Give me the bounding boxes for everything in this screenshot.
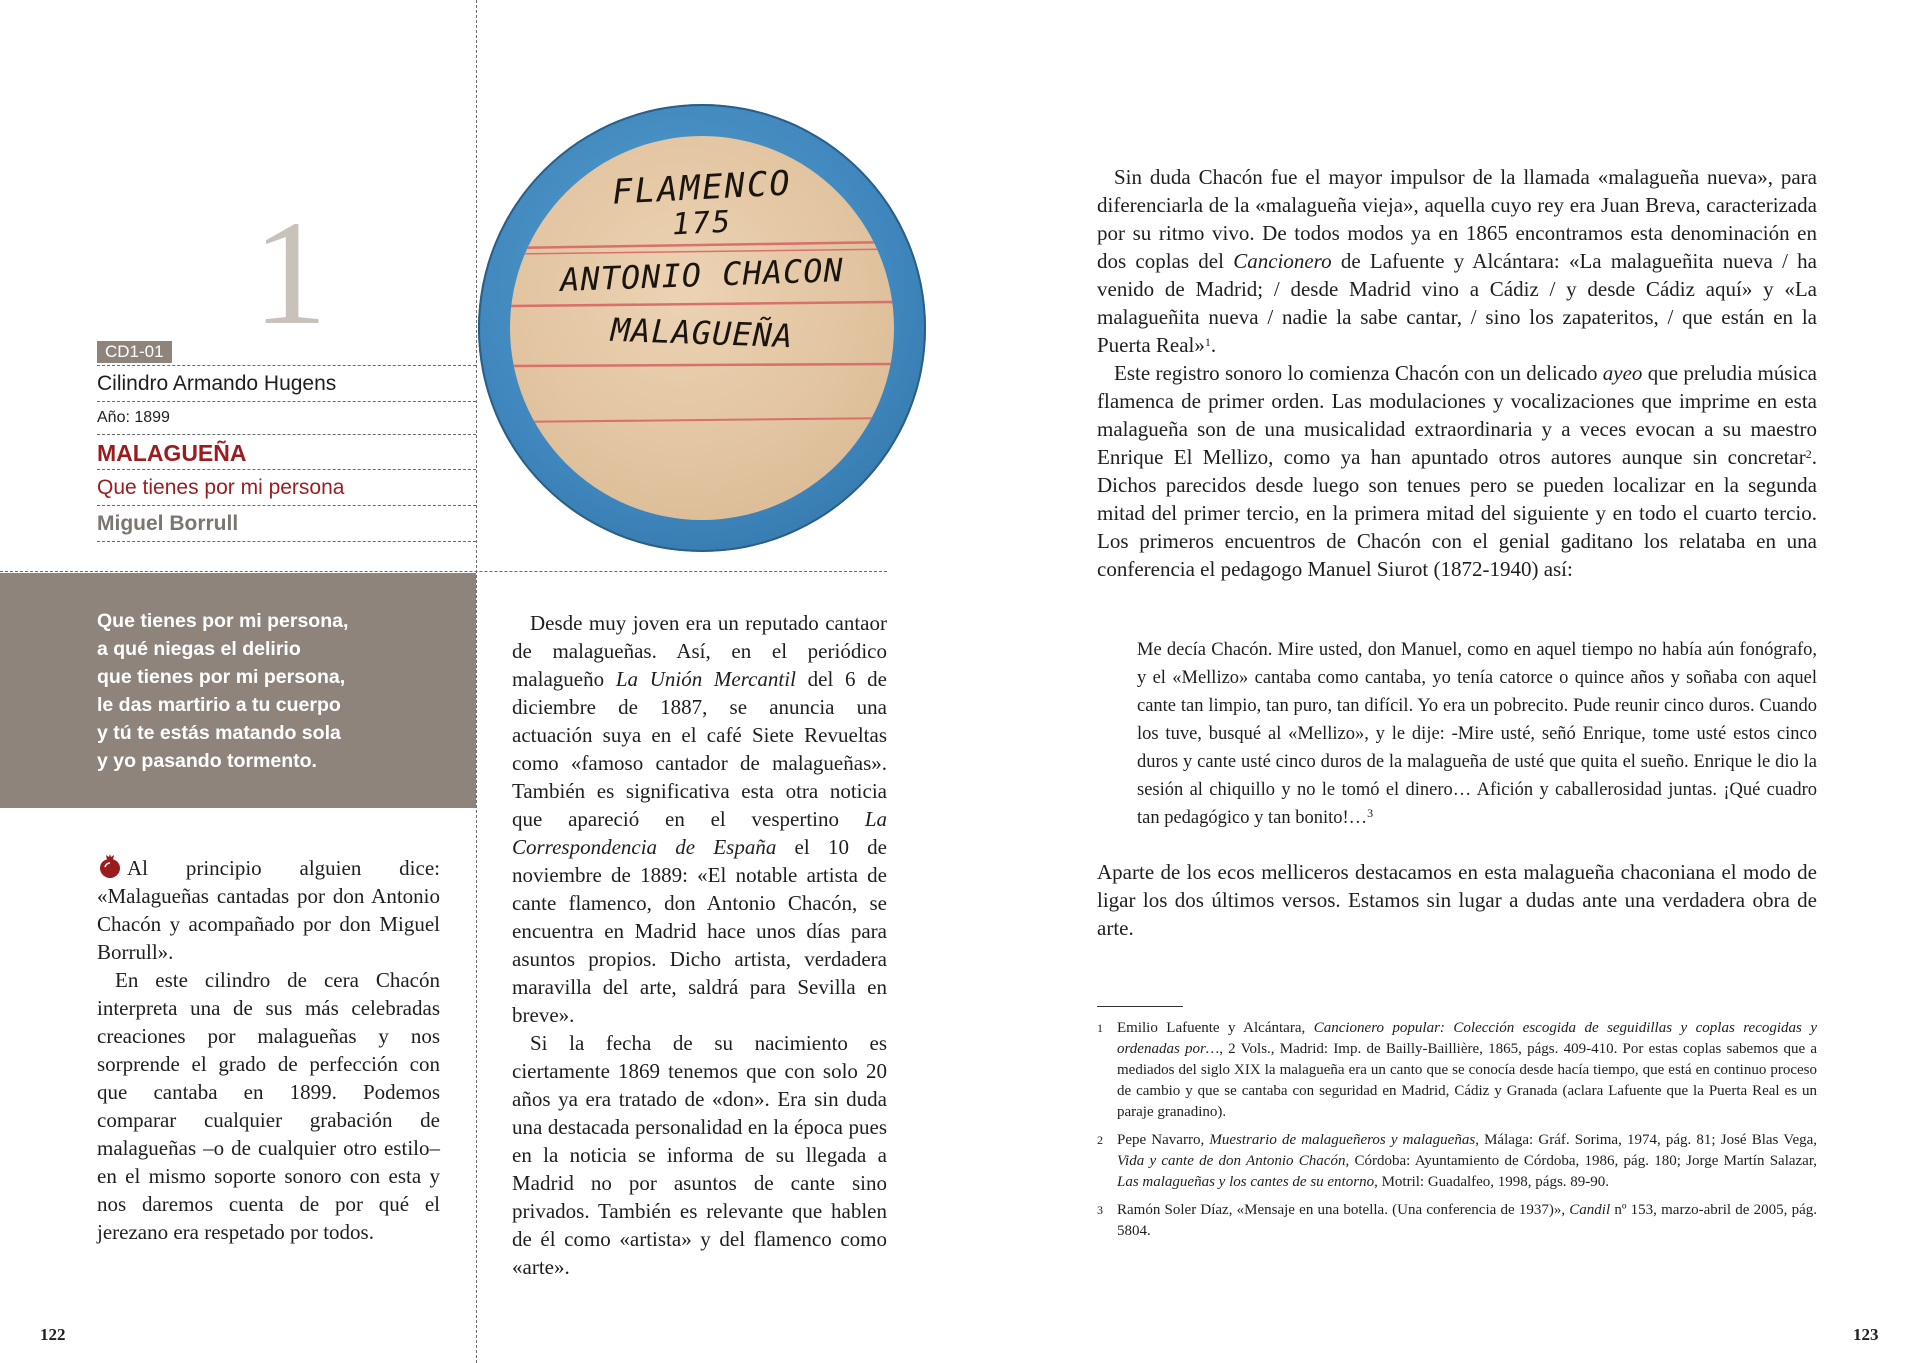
- genre-title: MALAGUEÑA: [97, 440, 247, 466]
- text-run: Desde muy joven era un reputado cantaor de malagueñas. Así, en el periódico malagueño: [512, 611, 887, 691]
- accompanist-name: Miguel Borrull: [97, 512, 239, 535]
- footnote-text: [1117, 1200, 1817, 1242]
- lyric-verse: a qué niegas el delirio: [97, 638, 301, 660]
- footnote-ref[interactable]: 2: [1805, 447, 1812, 461]
- cylinder-label-image: [478, 104, 926, 552]
- footnote-number: 1: [1097, 1021, 1103, 1035]
- divider-above-year: [97, 401, 476, 402]
- paragraph: En este cilindro de cera Chacón interpreta una de sus más celebradas creaciones por malagueñas y nos sorprende el grado de perfección con que cantaba en 1899. Podemos comparar cualquier grabación de malagueñas –o de cualquier otro estilo– en el mismo soporte sonoro con esta y nos daremos cuenta de por qué el jerezano era respetado por todos.: [97, 968, 440, 1244]
- paragraph: [97, 853, 440, 966]
- pomegranate-ornament-icon: [97, 853, 123, 879]
- body-column-left: [97, 853, 440, 1246]
- text-run: . Dichos parecidos desde luego son tenues pero se pueden localizar en la segunda mitad del primer tercio, en la primera mitad del siguiente y en todo el cuarto tercio. Los primeros encuentros de Chacón con el genial gaditano los relataba en una conferencia el pedagogo Manuel Siurot (1872-1940) así:: [1097, 445, 1817, 581]
- lyric-verse: y yo pasando tormento.: [97, 750, 317, 772]
- lyric-verse: le das martirio a tu cuerpo: [97, 694, 341, 716]
- text-run: Sin duda Chacón fue el mayor impulsor de la llamada «malagueña nueva», para diferenciarla de la «malagueña vieja», aquella cuyo rey era Juan Breva, caracterizada por su ritmo vivo. De todos modos ya en 1865 encontramos esta denominación en dos coplas del: [1097, 165, 1817, 273]
- book-title: Muestrario de malagueñeros y malagueñas: [1209, 1132, 1476, 1148]
- text-run: nº 153, marzo-abril de 2005, pág. 5804.: [1117, 1202, 1817, 1239]
- text-run: el 10 de noviembre de 1889: «El notable artista de cante flamenco, don Antonio Chacón, se encuentra en Madrid hace unos días para asuntos propios. Dicho artista, verdadera maravilla del arte, saldrá para Sevilla en breve».: [512, 835, 887, 1027]
- divider-below-header: [0, 571, 887, 572]
- lyric-verse: y tú te estás matando sola: [97, 722, 341, 744]
- text-run: Emilio Lafuente y Alcántara,: [1117, 1020, 1314, 1036]
- footnote: [1097, 1200, 1817, 1242]
- footnote-number: 3: [1097, 1203, 1103, 1217]
- footnote-ref[interactable]: 1: [1204, 335, 1211, 349]
- footnote: [1097, 1018, 1817, 1123]
- text-run: , Motril: Guadalfeo, 1998, págs. 89-90.: [1374, 1174, 1610, 1190]
- term-ayeo: ayeo: [1602, 361, 1643, 385]
- lyrics-box: [0, 573, 476, 808]
- divider-above-artist: [97, 505, 476, 506]
- footnote-text: [1117, 1018, 1817, 1123]
- divider-below-artist: [97, 541, 476, 542]
- newspaper-title: La Unión Mercantil: [615, 667, 796, 691]
- text-run: , Córdoba: Ayuntamiento de Córdoba, 1986, pág. 180; Jorge Martín Salazar,: [1345, 1153, 1817, 1169]
- footnote-number: 2: [1097, 1133, 1103, 1147]
- body-column-right: [1097, 163, 1817, 583]
- label-line-1: FLAMENCO: [611, 163, 793, 213]
- vertical-divider: [476, 0, 477, 1363]
- song-title: Que tienes por mi persona: [97, 476, 345, 499]
- footnote-rule: [1097, 1006, 1183, 1007]
- body-column-middle: [512, 609, 887, 1281]
- label-line-2: 175: [671, 204, 733, 243]
- book-title: Cancionero: [1233, 249, 1332, 273]
- track-code-badge: CD1-01: [97, 341, 172, 363]
- paragraph: [512, 609, 887, 1029]
- label-line-4: MALAGUEÑA: [610, 310, 794, 356]
- text-run: de Lafuente y Alcántara: «La malagueñita nueva / ha venido de Madrid; / desde Madrid vino a Cádiz / y desde Cádiz aquí» y «La malagueñita nueva / nadie la sabe cantar, / sino los zapateritos, / que están en la Puerta Real»: [1097, 249, 1817, 357]
- paragraph-text: Al principio alguien dice: «Malagueñas cantadas por don Antonio Chacón y acompañado por don Miguel Borrull».: [97, 856, 440, 964]
- body-column-right-end: [1097, 858, 1817, 942]
- text-run: del 6 de diciembre de 1887, se anuncia una actuación suya en el café Siete Revueltas como «famoso cantador de malagueñas». También es significativa esta otra noticia que apareció en el vespertino: [512, 667, 887, 831]
- text-run: Este registro sonoro lo comienza Chacón con un delicado: [1114, 361, 1603, 385]
- lyric-verse: que tienes por mi persona,: [97, 666, 346, 688]
- label-line-3: ANTONIO CHACON: [559, 251, 845, 299]
- lyric-verse: Que tienes por mi persona,: [97, 610, 349, 632]
- paragraph: [1097, 163, 1817, 359]
- text-run: , Málaga: Gráf. Sorima, 1974, pág. 81; José Blas Vega,: [1475, 1132, 1818, 1148]
- book-title: Vida y cante de don Antonio Chacón: [1117, 1153, 1346, 1169]
- cylinder-name: Cilindro Armando Hugens: [97, 372, 337, 395]
- divider-above-genre: [97, 434, 476, 435]
- footnotes: [1097, 1018, 1817, 1249]
- quote-text: Me decía Chacón. Mire usted, don Manuel, como en aquel tiempo no había aún fonógrafo, y el «Mellizo» cantaba como cantaba, yo tenía catorce o quince años y soñaba con aquel cante tan limpio, tan puro, tan difícil. Yo era un pobrecito. Pude reunir cinco duros. Cuando los tuve, busqué al «Mellizo», y le dije: -Mire usté, señó Enrique, tome usté estos cinco duros y cante usté cinco duros de la malagueña de usté que quita el sueño. Enrique le dio la sesión al chiquillo y no le tomó el dinero… Afición y caballerosidad juntas. ¡Qué cuadro tan pedagógico y tan bonito!…: [1137, 640, 1817, 828]
- page-number-left: 122: [40, 1325, 66, 1344]
- track-number: 1: [252, 190, 328, 356]
- lyrics: [97, 607, 348, 775]
- cylinder-label-paper: [510, 136, 894, 520]
- divider-above-song: [97, 469, 476, 470]
- footnote: [1097, 1130, 1817, 1193]
- paragraph: Aparte de los ecos melliceros destacamos en esta malagueña chaconiana el modo de ligar los dos últimos versos. Estamos sin lugar a dudas ante una verdadera obra de arte.: [1097, 860, 1817, 940]
- text-run: Ramón Soler Díaz, «Mensaje en una botella. (Una conferencia de 1937)»,: [1117, 1202, 1570, 1218]
- paragraph: Si la fecha de su nacimiento es ciertamente 1869 tenemos que con solo 20 años ya era tratado de «don». Era sin duda una destacada personalidad en la época pues en la noticia se informa de su llegada a Madrid no por asuntos de cante sino privados. También es relevante que hablen de él como «artista» y del flamenco como «arte».: [512, 1031, 887, 1279]
- footnote-ref[interactable]: 3: [1367, 806, 1374, 820]
- newspaper-title: La Correspondencia de España: [512, 807, 887, 859]
- footnote-text: [1117, 1130, 1817, 1193]
- book-title: Cancionero popular: Colección escogida de seguidillas y coplas recogidas y ordenadas por…: [1117, 1020, 1817, 1057]
- book-title: Las malagueñas y los cantes de su entorno: [1117, 1174, 1375, 1190]
- journal-title: Candil: [1569, 1202, 1611, 1218]
- page-number-right: 123: [1853, 1325, 1879, 1344]
- text-run: Pepe Navarro,: [1117, 1132, 1210, 1148]
- text-run: que preludia música flamenca de primer orden. Las modulaciones y vocalizaciones que imprime en esta malagueña son de una musicalidad extraordinaria y a veces evocan a su maestro Enrique El Mellizo, como ya han apuntado otros autores aunque sin concretar: [1097, 361, 1817, 469]
- text-run: .: [1210, 333, 1217, 357]
- paragraph: [1097, 359, 1817, 583]
- text-run: , 2 Vols., Madrid: Imp. de Bailly-Baillière, 1865, págs. 409-410. Por estas coplas sabemos que a mediados del siglo XIX la malagueña era un canto que se conocía desde hacía tiempo, que está en continuo proceso de cambio y que se cantaba con seguridad en Madrid, Cádiz y Granada (aclara Lafuente que la Puerta Real es un paraje granadino).: [1117, 1041, 1817, 1120]
- divider-above-name: [97, 365, 476, 366]
- recording-year: Año: 1899: [97, 409, 170, 426]
- block-quote: [1137, 636, 1817, 832]
